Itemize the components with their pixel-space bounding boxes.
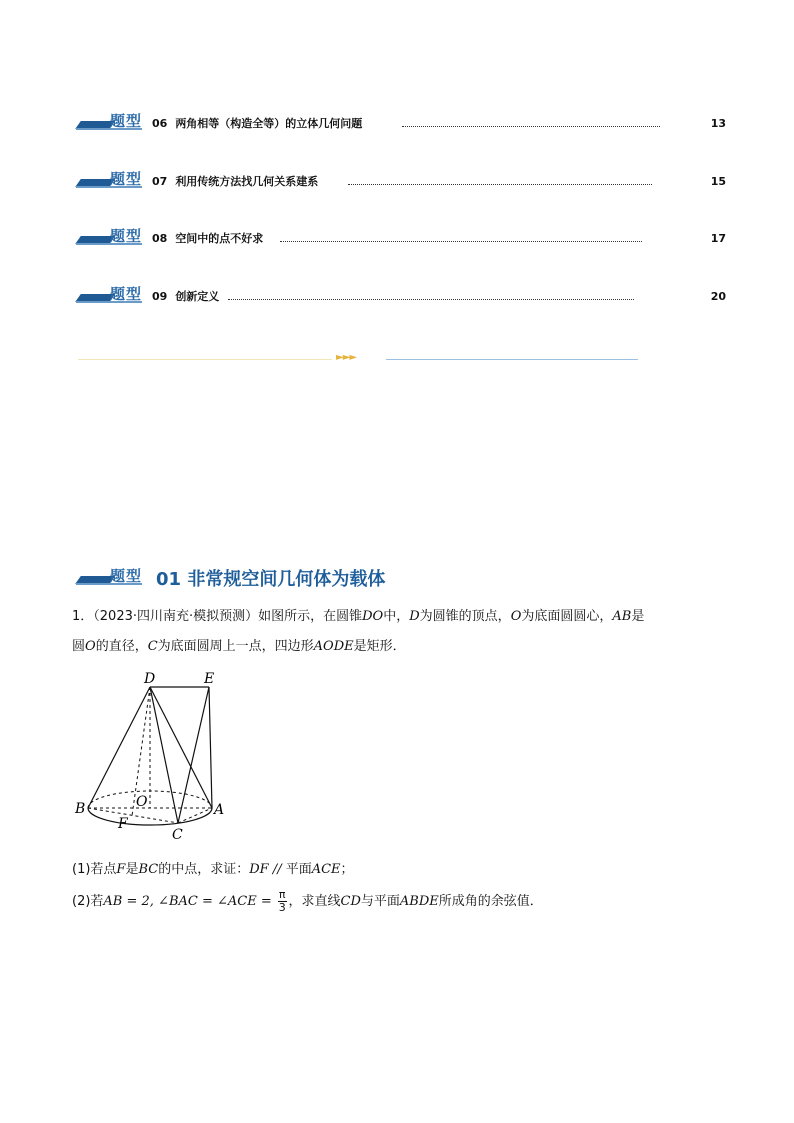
toc-title: 06 两角相等（构造全等）的立体几何问题: [152, 117, 363, 130]
section-title: 01 非常规空间几何体为载体: [156, 569, 386, 590]
toc-page-number: 15: [710, 175, 726, 188]
section-heading: [76, 565, 726, 591]
toc-page-number: 13: [710, 117, 726, 130]
divider-right: [386, 359, 638, 360]
question-type-badge: 题型: [76, 112, 146, 132]
toc-leader-dots: [402, 126, 660, 127]
label-B: B: [75, 801, 86, 817]
toc-leader-dots: [228, 299, 634, 300]
label-D: D: [144, 671, 156, 687]
problem-line-2: 圆O的直径，C为底面圆周上一点，四边形AODE是矩形．: [72, 639, 406, 654]
fraction-pi-over-3: $\frac{\pi}{3}$: [278, 888, 286, 914]
cone-figure: [68, 668, 238, 848]
toc-title: 09 创新定义: [152, 290, 220, 303]
toc-entry-08[interactable]: [76, 227, 726, 249]
divider-left: [78, 359, 332, 360]
question-type-badge: 题型: [76, 285, 146, 305]
label-F: F: [118, 816, 128, 832]
question-type-badge: 题型: [76, 227, 146, 247]
label-A: A: [214, 802, 225, 818]
label-E: E: [204, 671, 215, 687]
question-type-badge: 题型: [76, 170, 146, 190]
toc-entry-06[interactable]: [76, 112, 726, 134]
toc-leader-dots: [348, 184, 652, 185]
problem-statement: [72, 602, 722, 662]
label-C: C: [172, 827, 183, 843]
question-2: (2)若AB = 2, ∠BAC = ∠ACE = $\frac{\pi}{3}$ ，求直线CD与平面ABDE所成角的余弦值．: [72, 888, 543, 914]
problem-line-1: 1．（2023·四川南充·模拟预测）如图所示，在圆锥DO中，D为圆锥的顶点，O为底面圆圆心，AB是: [72, 609, 645, 624]
divider-arrows: ►►►: [336, 352, 357, 363]
toc-page-number: 20: [710, 290, 726, 303]
toc-title: 08 空间中的点不好求: [152, 232, 264, 245]
toc-entry-07[interactable]: [76, 170, 726, 192]
toc-entry-09[interactable]: [76, 285, 726, 307]
toc-page-number: 17: [710, 232, 726, 245]
toc-title: 07 利用传统方法找几何关系建系: [152, 175, 319, 188]
question-type-badge: 题型: [76, 567, 146, 587]
toc-leader-dots: [280, 241, 642, 242]
question-1: (1)若点F是BC的中点，求证：DF // 平面ACE；: [72, 862, 354, 877]
label-O: O: [136, 794, 148, 810]
